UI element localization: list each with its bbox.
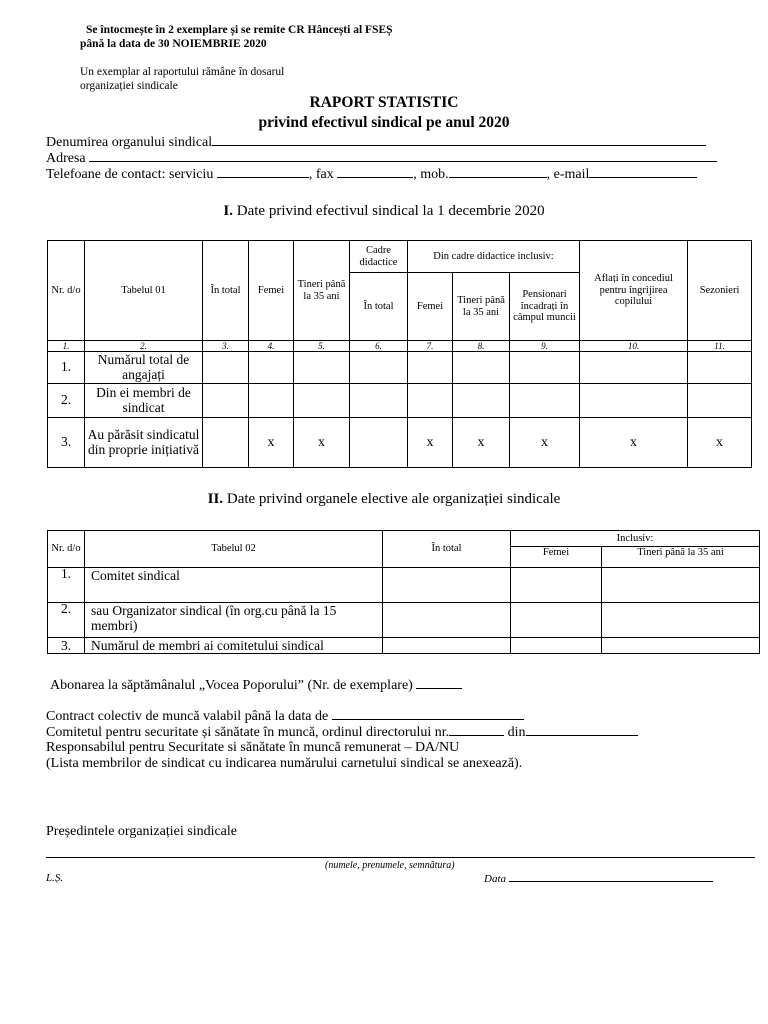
header-aflati: Aflați în concediul pentru îngrijirea copilului	[580, 241, 688, 341]
col-number: 10.	[580, 341, 688, 352]
abonare-label: Abonarea la săptămânalul „Vocea Poporului” (Nr. de exemplare)	[50, 678, 413, 693]
cell-input[interactable]	[350, 352, 408, 384]
ordin-date-field[interactable]	[526, 723, 638, 736]
row-nr: 3.	[48, 638, 85, 654]
header-tabel02: Tabelul 02	[85, 531, 383, 568]
field-email-label: , e-mail	[546, 167, 590, 182]
presedinte-label: Președintele organizației sindicale	[46, 824, 238, 839]
table-row	[48, 418, 752, 468]
table-01	[47, 240, 752, 468]
date-field[interactable]	[509, 871, 713, 882]
cell-x-mark: x	[408, 418, 453, 468]
header-cadre-total: În total	[350, 273, 408, 341]
cell-input[interactable]	[249, 352, 294, 384]
field-denumirea-label: Denumirea organului sindical	[46, 135, 213, 150]
cell-input[interactable]	[203, 352, 249, 384]
responsabilul-line: Responsabilul pentru Securitate si sănătate în muncă remunerat – DA/NU	[46, 740, 460, 755]
cell-input[interactable]	[688, 384, 752, 418]
cell-x-mark: x	[294, 418, 350, 468]
header-tineri2: Tineri până la 35 ani	[453, 273, 510, 341]
field-telefoane-label: Telefoane de contact: serviciu	[46, 167, 214, 182]
field-denumirea-line[interactable]	[212, 133, 706, 146]
cell-input[interactable]	[453, 384, 510, 418]
header-din-cadre: Din cadre didactice inclusiv:	[408, 241, 580, 273]
header-in-total: În total	[383, 531, 511, 568]
cell-input[interactable]	[203, 384, 249, 418]
header-femei: Femei	[249, 241, 294, 341]
col-number: 9.	[510, 341, 580, 352]
col-number: 7.	[408, 341, 453, 352]
deadline-note: până la data de 30 NOIEMBRIE 2020	[80, 38, 267, 50]
header-nr: Nr. d/o	[48, 531, 85, 568]
header-femei2: Femei	[408, 273, 453, 341]
ordin-nr-field[interactable]	[449, 723, 504, 736]
header-tineri: Tineri până la 35 ani	[294, 241, 350, 341]
table-row	[48, 352, 752, 384]
row-nr: 2.	[48, 603, 85, 638]
field-mob-line[interactable]	[449, 165, 547, 178]
row-nr: 3.	[48, 418, 85, 468]
abonare-line[interactable]	[50, 676, 462, 694]
header-femei: Femei	[511, 547, 602, 568]
report-title: RAPORT STATISTIC	[309, 94, 459, 111]
header-sezonieri: Sezonieri	[688, 241, 752, 341]
cell-x-mark: x	[249, 418, 294, 468]
section1-roman: I.	[223, 203, 234, 219]
cell-input[interactable]	[203, 418, 249, 468]
col-number: 5.	[294, 341, 350, 352]
report-subtitle: privind efectivul sindical pe anul 2020	[258, 114, 510, 131]
ls-label: L.Ș.	[46, 872, 64, 884]
section2-roman: II.	[207, 491, 224, 507]
contract-label: Contract colectiv de muncă valabil până la data de	[46, 709, 329, 724]
field-adresa-line[interactable]	[89, 149, 717, 162]
cell-input[interactable]	[383, 603, 511, 638]
cell-input[interactable]	[580, 384, 688, 418]
comitetul-line[interactable]	[46, 723, 638, 741]
header-tabel01: Tabelul 01	[85, 241, 203, 341]
cell-x-mark: x	[580, 418, 688, 468]
cell-input[interactable]	[350, 418, 408, 468]
field-email-line[interactable]	[589, 165, 697, 178]
cell-input[interactable]	[510, 352, 580, 384]
comitetul-label: Comitetul pentru securitate și sănătate în muncă, ordinul directorului nr.	[46, 725, 450, 740]
cell-input[interactable]	[511, 603, 602, 638]
header-pensionari: Pensionari încadrați în câmpul muncii	[510, 273, 580, 341]
cell-x-mark: x	[453, 418, 510, 468]
col-number: 8.	[453, 341, 510, 352]
cell-input[interactable]	[602, 568, 760, 603]
abonare-field[interactable]	[416, 676, 462, 689]
cell-input[interactable]	[294, 352, 350, 384]
cell-input[interactable]	[580, 352, 688, 384]
col-number: 3.	[203, 341, 249, 352]
field-mob-label: , mob.	[413, 167, 449, 182]
row-nr: 2.	[48, 384, 85, 418]
col-number: 2.	[85, 341, 203, 352]
cell-input[interactable]	[383, 568, 511, 603]
cell-input[interactable]	[511, 638, 602, 654]
cell-input[interactable]	[510, 384, 580, 418]
col-number: 6.	[350, 341, 408, 352]
cell-input[interactable]	[383, 638, 511, 654]
table-row	[48, 568, 760, 603]
signature-caption: (numele, prenumele, semnătura)	[325, 860, 455, 871]
contract-field[interactable]	[332, 707, 524, 720]
row-nr: 1.	[48, 352, 85, 384]
copy-note-2: organizației sindicale	[80, 80, 178, 92]
cell-input[interactable]	[602, 603, 760, 638]
din-label: din	[507, 725, 526, 740]
cell-input[interactable]	[408, 384, 453, 418]
cell-input[interactable]	[249, 384, 294, 418]
cell-input[interactable]	[602, 638, 760, 654]
table-row	[48, 603, 760, 638]
row-label: Comitet sindical	[85, 568, 383, 603]
cell-input[interactable]	[511, 568, 602, 603]
cell-input[interactable]	[688, 352, 752, 384]
header-inclusiv: Inclusiv:	[511, 531, 760, 547]
table-row	[48, 638, 760, 654]
field-adresa-label: Adresa	[46, 151, 86, 166]
cell-input[interactable]	[294, 384, 350, 418]
row-label: Numărul de membri ai comitetului sindical	[85, 638, 383, 654]
col-number: 4.	[249, 341, 294, 352]
cell-x-mark: x	[688, 418, 752, 468]
row-label: Au părăsit sindicatul din proprie inițiativă	[85, 418, 203, 468]
date-label: Data	[484, 873, 506, 885]
col-number: 1.	[48, 341, 85, 352]
header-tineri: Tineri până la 35 ani	[602, 547, 760, 568]
header-in-total: În total	[203, 241, 249, 341]
section1-title-text: Date privind efectivul sindical la 1 decembrie 2020	[236, 203, 545, 219]
cell-x-mark: x	[510, 418, 580, 468]
row-nr: 1.	[48, 568, 85, 603]
lista-note: (Lista membrilor de sindicat cu indicarea numărului carnetului sindical se anexează).	[46, 756, 523, 771]
field-fax-label: , fax	[308, 167, 334, 182]
section2-title-text: Date privind organele elective ale organizației sindicale	[226, 491, 561, 507]
section2-title	[0, 491, 768, 508]
field-fax-line[interactable]	[337, 165, 413, 178]
copy-note: Un exemplar al raportului rămâne în dosarul	[80, 66, 285, 78]
field-telefoane[interactable]	[46, 165, 697, 183]
row-label: Din ei membri de sindicat	[85, 384, 203, 418]
col-number: 11.	[688, 341, 752, 352]
cell-input[interactable]	[350, 384, 408, 418]
header-cadre: Cadre didactice	[350, 241, 408, 273]
row-label: sau Organizator sindical (în org.cu până la 15 membri)	[85, 603, 383, 638]
row-label: Numărul total de angajați	[85, 352, 203, 384]
contract-line[interactable]	[46, 707, 524, 725]
instruction-note: Se întocmește în 2 exemplare și se remite CR Hâncești al FSEȘ	[86, 24, 393, 36]
cell-input[interactable]	[453, 352, 510, 384]
header-nr: Nr. d/o	[48, 241, 85, 341]
cell-input[interactable]	[408, 352, 453, 384]
signature-line[interactable]	[46, 857, 755, 858]
table-02	[47, 530, 760, 654]
date-line[interactable]	[484, 871, 713, 888]
field-serviciu-line[interactable]	[217, 165, 309, 178]
table-row	[48, 384, 752, 418]
section1-title	[0, 203, 768, 220]
